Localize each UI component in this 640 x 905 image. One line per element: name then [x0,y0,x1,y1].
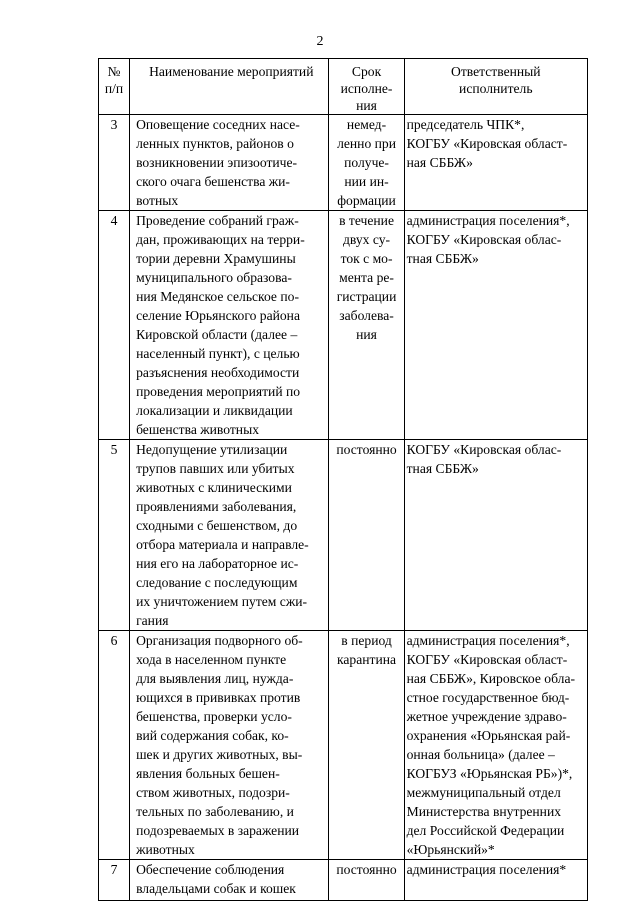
row-number: 5 [99,440,130,631]
row-number: 7 [99,860,130,901]
table-row [99,115,588,211]
page-number: 2 [316,34,324,49]
row-number: 3 [99,115,130,211]
row-term: в период карантина [329,631,404,860]
row-name: Проведение собраний граж- дан, проживающих на терри- тории деревни Храмушины муниципального образова- ния Медянское сельское по- селение Юрьянского района Кировской области (далее – населенный пункт), с целью разъяснения необходимости проведения мероприятий по локализации и ликвидации бешенства животных [130,211,329,440]
table-row [99,631,588,860]
measures-table [98,58,588,901]
header-number: № п/п [99,59,130,115]
row-term: постоянно [329,440,404,631]
table-row [99,440,588,631]
table-row [99,211,588,440]
row-responsible: администрация поселения*, КОГБУ «Кировская облас- тная СББЖ» [404,211,587,440]
row-responsible: председатель ЧПК*, КОГБУ «Кировская област- ная СББЖ» [404,115,587,211]
table-header-row [99,59,588,115]
table-row [99,860,588,901]
row-term: немед- ленно при получе- нии ин- формации [329,115,404,211]
header-responsible: Ответственный исполнитель [404,59,587,115]
header-term: Срок исполне- ния [329,59,404,115]
row-name: Недопущение утилизации трупов павших или убитых животных с клиническими проявлениями заболевания, сходными с бешенством, до отбора материала и направле- ния его на лабораторное ис- следование с последующим их уничтожением путем сжи- гания [130,440,329,631]
header-name: Наименование мероприятий [130,59,329,115]
row-number: 6 [99,631,130,860]
row-responsible: администрация поселения* [404,860,587,901]
row-responsible: КОГБУ «Кировская облас- тная СББЖ» [404,440,587,631]
row-name: Оповещение соседних насе- ленных пунктов, районов о возникновении эпизоотиче- ского очага бешенства жи- вотных [130,115,329,211]
row-responsible: администрация поселения*, КОГБУ «Кировская област- ная СББЖ», Кировское обла- стное государственное бюд- жетное учреждение здраво- охранения «Юрьянская рай- онная больница» (далее – КОГБУЗ «Юрьянская РБ»)*, межмуниципальный отдел Министерства внутренних дел Российской Федерации «Юрьянский»* [404,631,587,860]
row-number: 4 [99,211,130,440]
row-name: Обеспечение соблюдения владельцами собак и кошек [130,860,329,901]
row-term: в течение двух су- ток с мо- мента ре- гистрации заболева- ния [329,211,404,440]
row-name: Организация подворного об- хода в населенном пункте для выявления лиц, нужда- ющихся в прививках против бешенства, проверки усло- вий содержания собак, ко- шек и других животных, вы- явления больных бешен- ством животных, подозри- тельных по заболеванию, и подозреваемых в заражении животных [130,631,329,860]
row-term: постоянно [329,860,404,901]
